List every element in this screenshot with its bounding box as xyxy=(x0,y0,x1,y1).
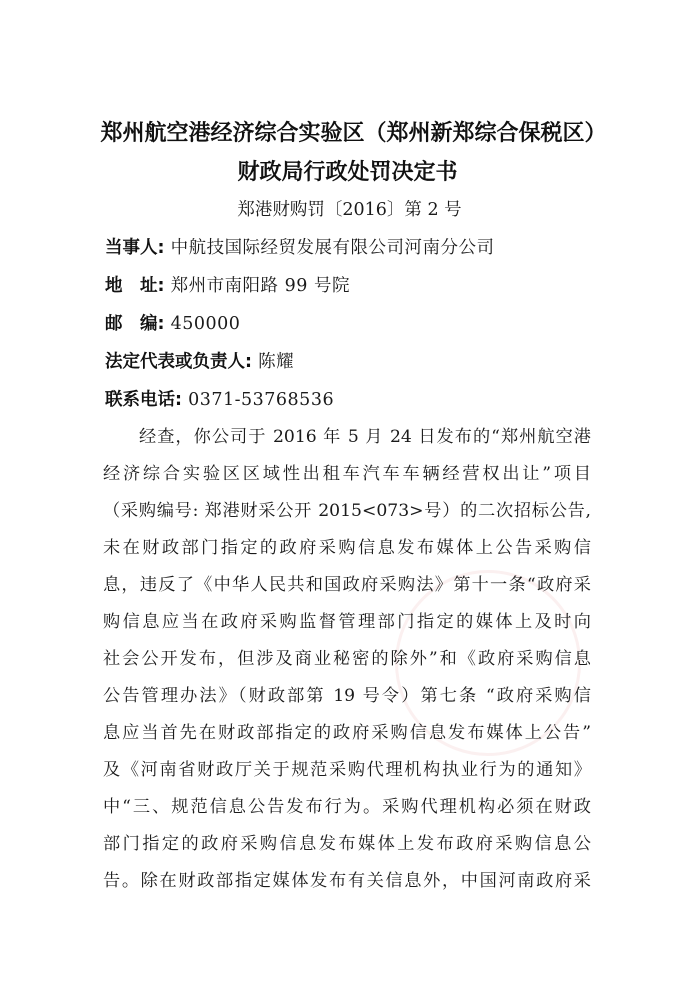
document-title-line1: 郑州航空港经济综合实验区（郑州新郑综合保税区） xyxy=(100,121,607,146)
representative-label: 法定代表或负责人: xyxy=(105,352,252,372)
representative-value: 陈耀 xyxy=(252,352,295,372)
body-line: 经查，你公司于 2016 年 5 月 24 日发布的“郑州航空港 xyxy=(139,427,591,447)
body-line: 告。除在财政部指定媒体发布有关信息外，中国河南政府采 xyxy=(103,871,591,891)
body-line: 部门指定的政府采购信息发布媒体上发布政府采购信息公 xyxy=(103,834,591,854)
body-line: 社会公开发布，但涉及商业秘密的除外”和《政府采购信息 xyxy=(103,649,591,669)
party-value: 中航技国际经贸发展有限公司河南分公司 xyxy=(164,238,495,258)
address-value: 郑州市南阳路 99 号院 xyxy=(164,276,350,296)
party-field xyxy=(105,235,495,261)
phone-value: 0371-53768536 xyxy=(182,390,335,410)
body-line: 中“三、规范信息公告发布行为。采购代理机构必须在财政 xyxy=(103,797,591,817)
body-line: （采购编号: 郑港财采公开 2015<073>号）的二次招标公告, xyxy=(103,501,591,521)
address-field xyxy=(105,273,350,299)
representative-field xyxy=(105,349,294,375)
body-line: 未在财政部门指定的政府采购信息发布媒体上公告采购信 xyxy=(103,538,591,558)
phone-field xyxy=(105,387,334,413)
document-title-line2: 财政局行政处罚决定书 xyxy=(237,160,458,185)
body-line: 购信息应当在政府采购监督管理部门指定的媒体上及时向 xyxy=(103,612,591,632)
party-label: 当事人: xyxy=(105,238,165,258)
body-line: 公告管理办法》（财政部第 19 号令）第七条 “政府采购信 xyxy=(103,686,591,706)
body-line: 经济综合实验区区域性出租车汽车车辆经营权出让”项目 xyxy=(103,464,591,484)
postcode-field xyxy=(105,311,240,337)
body-line: 及《河南省财政厅关于规范采购代理机构执业行为的通知》 xyxy=(103,760,591,780)
address-label: 地 址: xyxy=(105,276,165,296)
postcode-value: 450000 xyxy=(164,314,241,334)
phone-label: 联系电话: xyxy=(105,390,182,410)
postcode-label: 邮 编: xyxy=(105,314,165,334)
body-line: 息，违反了《中华人民共和国政府采购法》第十一条“政府采 xyxy=(103,575,591,595)
body-line: 息应当首先在财政部指定的政府采购信息发布媒体上公告” xyxy=(103,723,591,743)
document-number: 郑港财购罚〔2016〕第 2 号 xyxy=(237,200,462,220)
